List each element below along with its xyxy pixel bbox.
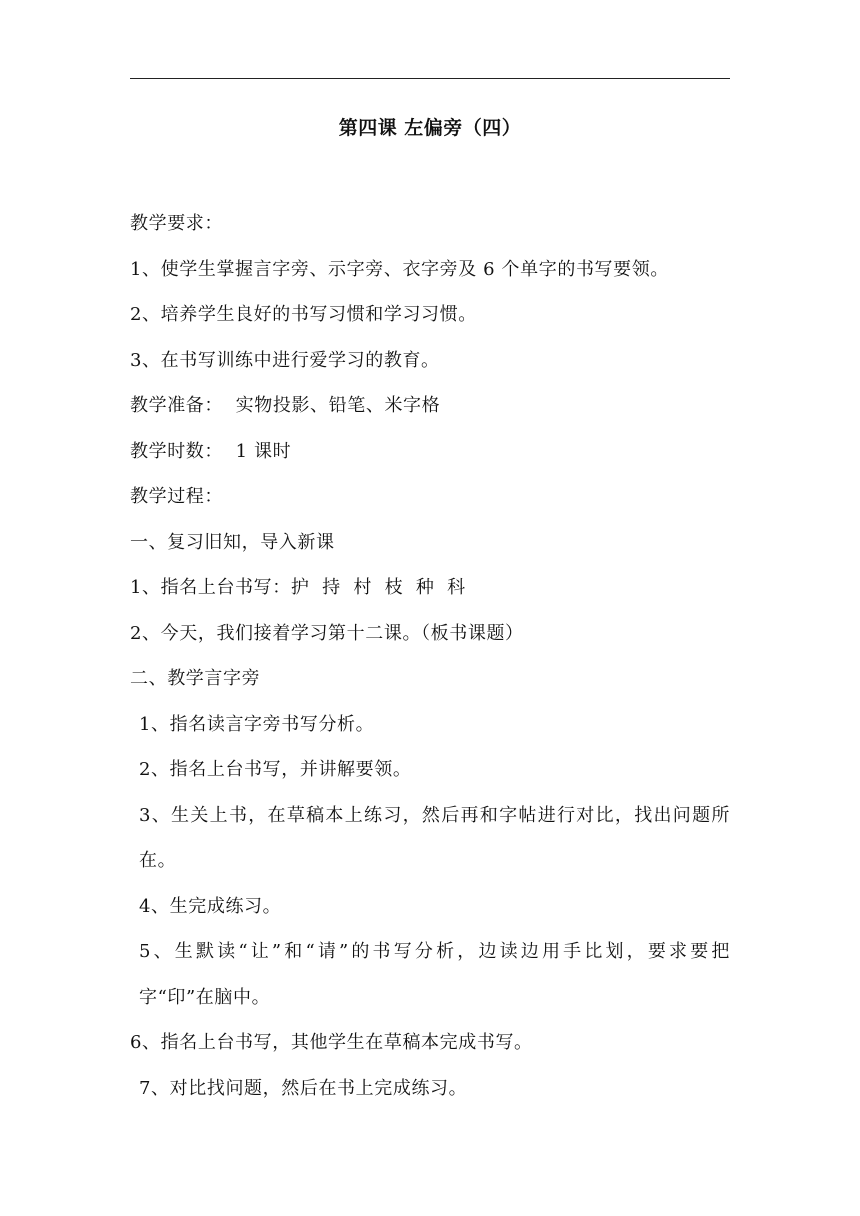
requirement-item-3: 3、在书写训练中进行爱学习的教育。	[130, 349, 440, 371]
process-part-2-step-5: 5、生默读“让”和“请”的书写分析，边读边用手比划，要求要把字“印”在脑中。	[139, 941, 730, 1008]
process-part-2-step-6: 6、指名上台书写，其他学生在草稿本完成书写。	[130, 1032, 533, 1053]
process-part-2-step-4: 4、生完成练习。	[139, 895, 282, 917]
requirement-item-1: 1、使学生掌握言字旁、示字旁、衣字旁及 6 个单字的书写要领。	[130, 258, 669, 280]
duration-line: 教学时数： 1 课时	[130, 440, 292, 462]
document-body	[130, 201, 730, 1111]
process-part-1-heading: 一、复习旧知，导入新课	[130, 531, 335, 553]
process-part-2-step-1: 1、指名读言字旁书写分析。	[139, 713, 375, 735]
process-part-2-heading: 二、教学言字旁	[130, 668, 261, 689]
process-part-1-step-1: 1、指名上台书写：护 持 村 枝 种 科	[130, 577, 466, 598]
section-heading-process: 教学过程：	[130, 486, 223, 507]
preparation-line: 教学准备： 实物投影、铅笔、米字格	[130, 395, 441, 416]
section-heading-requirements: 教学要求：	[130, 213, 223, 234]
process-part-2-step-3: 3、生关上书，在草稿本上练习，然后再和字帖进行对比，找出问题所在。	[139, 804, 730, 871]
process-part-2-step-2: 2、指名上台书写，并讲解要领。	[139, 759, 412, 780]
requirement-item-2: 2、培养学生良好的书写习惯和学习习惯。	[130, 304, 477, 325]
process-part-2-step-7: 7、对比找问题，然后在书上完成练习。	[139, 1077, 468, 1099]
page-title: 第四课 左偏旁（四）	[338, 117, 522, 139]
header-rule	[130, 78, 730, 79]
process-part-1-step-2: 2、今天，我们接着学习第十二课。（板书课题）	[130, 622, 524, 644]
